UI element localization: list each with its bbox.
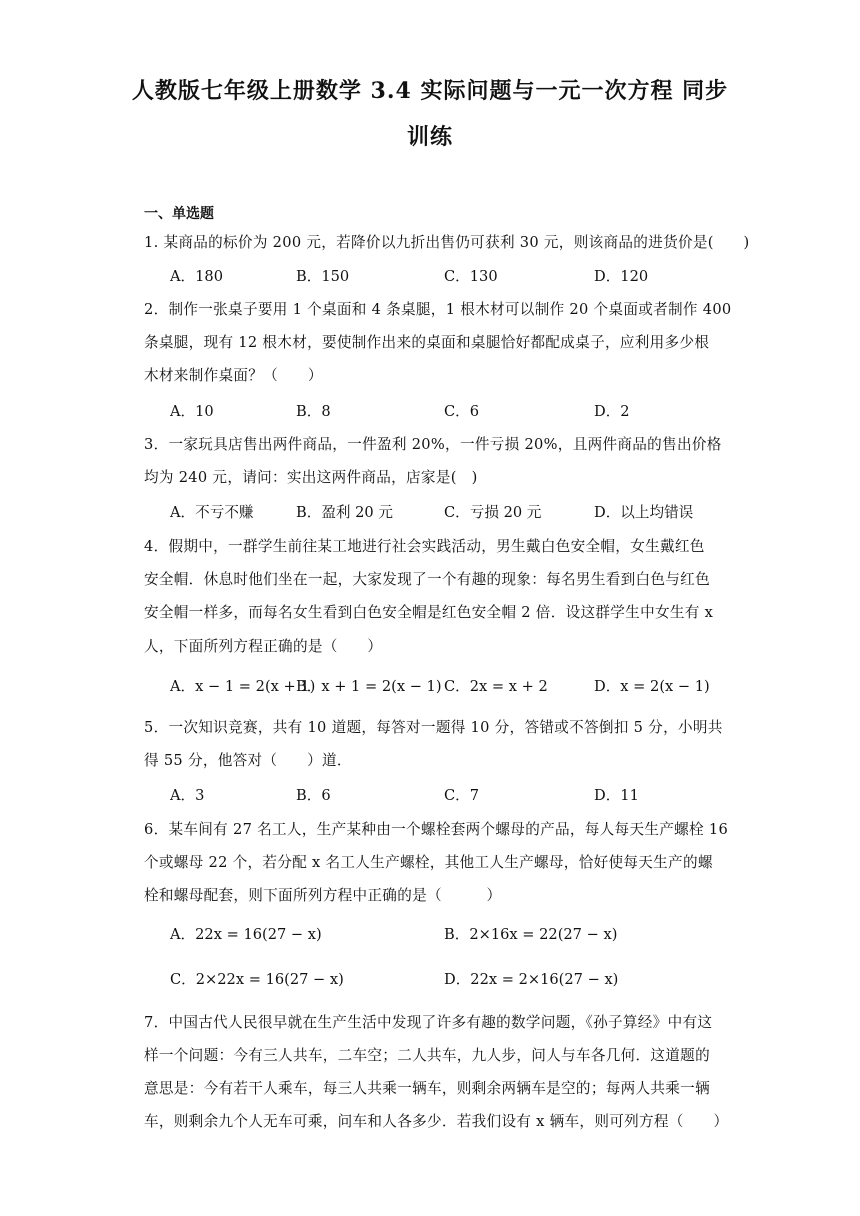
question-5-option-a: A．3 [170, 787, 205, 804]
question-2-option-b: B．8 [296, 403, 331, 420]
question-2-text-line-1: 2．制作一张桌子要用 1 个桌面和 4 条桌腿，1 根木材可以制作 20 个桌面或者制作 400 [144, 301, 732, 318]
question-2-option-a: A．10 [170, 403, 214, 420]
question-4-option-c: C．2x = x + 2 [444, 678, 548, 695]
question-3-option-c: C．亏损 20 元 [444, 504, 542, 521]
question-4-text-line-2: 安全帽．休息时他们坐在一起，大家发现了一个有趣的现象：每名男生看到白色与红色 [144, 571, 710, 588]
question-7-text-line-4: 车，则剩余九个人无车可乘，问车和人各多少．若我们设有 x 辆车，则可列方程（ ） [144, 1113, 729, 1130]
question-6-text-line-2: 个或螺母 22 个，若分配 x 名工人生产螺栓，其他工人生产螺母，恰好使每天生产的螺 [144, 854, 713, 871]
question-6-option-a: A．22x = 16(27 − x) [170, 926, 322, 943]
question-2-option-c: C．6 [444, 403, 480, 420]
question-2-option-d: D．2 [594, 403, 630, 420]
question-6-text-line-1: 6．某车间有 27 名工人，生产某种由一个螺栓套两个螺母的产品，每人每天生产螺栓 16 [144, 821, 729, 838]
question-7-text-line-1: 7．中国古代人民很早就在生产生活中发现了许多有趣的数学问题，《孙子算经》中有这 [144, 1014, 713, 1031]
question-6-option-b: B．2×16x = 22(27 − x) [444, 926, 618, 943]
question-4-option-b: B．x + 1 = 2(x − 1) [296, 678, 442, 695]
question-5-text-line-2: 得 55 分，他答对（ ）道． [144, 752, 352, 769]
document-title: 人教版七年级上册数学 3.4 实际问题与一元一次方程 同步 [131, 78, 729, 104]
question-1-option-c: C．130 [444, 268, 498, 285]
question-2-text-line-2: 条桌腿，现有 12 根木材，要使制作出来的桌面和桌腿恰好都配成桌子，应利用多少根 [144, 334, 710, 351]
question-3-option-d: D．以上均错误 [594, 504, 694, 521]
question-2-text-line-3: 木材来制作桌面？（ ） [144, 367, 323, 384]
question-4-text-line-4: 人，下面所列方程正确的是（ ） [144, 638, 383, 655]
question-1-text: 1. 某商品的标价为 200 元，若降价以九折出售仍可获利 30 元，则该商品的进货价是( ) [144, 234, 750, 251]
question-3-text-line-1: 3．一家玩具店售出两件商品，一件盈利 20%，一件亏损 20%，且两件商品的售出价格 [144, 436, 722, 453]
question-4-text-line-1: 4．假期中，一群学生前往某工地进行社会实践活动，男生戴白色安全帽，女生戴红色 [144, 538, 705, 555]
section-heading: 一、单选题 [144, 206, 214, 222]
question-6-option-c: C．2×22x = 16(27 − x) [170, 971, 344, 988]
question-3-text-line-2: 均为 240 元，请问：实出这两件商品，店家是( ) [144, 469, 478, 486]
question-7-text-line-2: 样一个问题：今有三人共车，二车空；二人共车，九人步，问人与车各几何．这道题的 [144, 1047, 710, 1064]
question-4-option-a: A．x − 1 = 2(x + 1) [170, 678, 316, 695]
question-3-option-a: A．不亏不赚 [170, 504, 254, 521]
document-title-continued: 训练 [406, 124, 453, 150]
question-5-option-d: D．11 [594, 787, 639, 804]
question-7-text-line-3: 意思是：今有若干人乘车，每三人共乘一辆车，则剩余两辆车是空的；每两人共乘一辆 [144, 1080, 710, 1097]
question-4-text-line-3: 安全帽一样多，而每名女生看到白色安全帽是红色安全帽 2 倍．设这群学生中女生有 x [144, 604, 714, 621]
question-3-option-b: B．盈利 20 元 [296, 504, 393, 521]
question-1-option-a: A．180 [170, 268, 223, 285]
question-5-text-line-1: 5．一次知识竞赛，共有 10 道题，每答对一题得 10 分，答错或不答倒扣 5 分，小明共 [144, 719, 723, 736]
question-5-option-c: C．7 [444, 787, 480, 804]
question-5-option-b: B．6 [296, 787, 331, 804]
question-4-option-d: D．x = 2(x − 1) [594, 678, 710, 695]
question-6-option-d: D．22x = 2×16(27 − x) [444, 971, 619, 988]
question-6-text-line-3: 栓和螺母配套，则下面所列方程中正确的是（ ） [144, 887, 502, 904]
question-1-option-d: D．120 [594, 268, 649, 285]
question-1-option-b: B．150 [296, 268, 350, 285]
